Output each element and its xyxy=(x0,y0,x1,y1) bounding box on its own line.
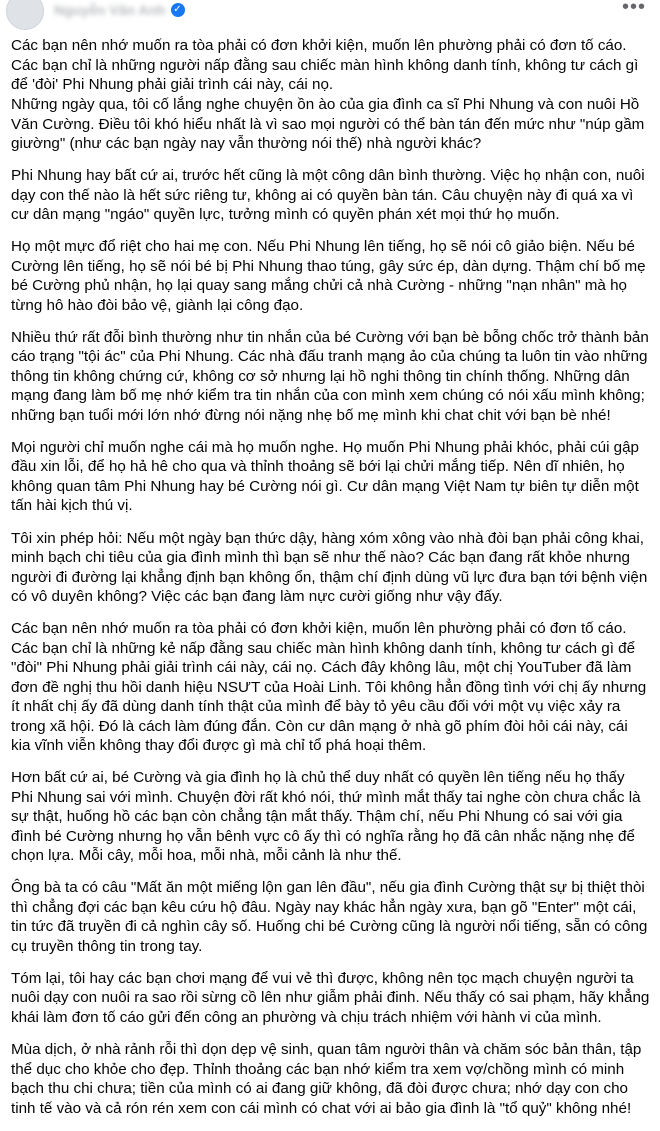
post-paragraph: Ông bà ta có câu "Mất ăn một miếng lộn gan lên đầu", nếu gia đình Cường thật sự bị thiệt thòi thì chẳng đợi các bạn kêu cứu hộ đâu. Ngày nay khác hẳn ngày xưa, bạn gõ "Enter" một cái, tin tức đã truyền đi cả nghìn cây số. Huống chi bé Cường cũng là người nổi tiếng, sẵn có công cụ truyền thông tin trong tay. xyxy=(11,879,648,955)
avatar[interactable] xyxy=(6,0,44,30)
post-paragraph: Tóm lại, tôi hay các bạn chơi mạng để vui vẻ thì được, không nên tọc mạch chuyện người ta nuôi dạy con nuôi ra sao rồi sừng cồ lên như giẫm phải đinh. Nếu thấy có sai phạm, hãy khẳng khái làm đơn tố cáo gửi đến công an phường và chịu trách nhiệm với hành vi của mình. xyxy=(11,969,650,1026)
post-paragraph: Hơn bất cứ ai, bé Cường và gia đình họ là chủ thể duy nhất có quyền lên tiếng nếu họ thấy Phi Nhung sai với mình. Chuyện đời rất khó nói, thứ mình mắt thấy tai nghe còn chưa chắc là sự thật, huống hồ các bạn còn chẳng tận mắt thấy. Thậm chí, nếu Phi Nhung có sai với gia đình bé Cường nhưng họ vẫn bênh vực cô ấy thì có nghĩa rằng họ đã cân nhắc nặng nhẹ để chọn lựa. Mỗi cây, mỗi hoa, mỗi nhà, mỗi cảnh là như thế. xyxy=(11,769,641,865)
post-author[interactable] xyxy=(54,2,185,18)
post-paragraph: Tôi xin phép hỏi: Nếu một ngày bạn thức dậy, hàng xóm xông vào nhà đòi bạn phải công khai, minh bạch chi tiêu của gia đình mình thì bạn sẽ như thế nào? Các bạn đang rất khỏe nhưng người đi đường lại khẳng định bạn không ổn, thậm chí định dùng vũ lực đưa bạn tới bệnh viện có vô duyên không? Việc các bạn đang làm nực cười giống như vậy đấy. xyxy=(11,529,648,606)
post-paragraph: Nhiều thứ rất đỗi bình thường như tin nhắn của bé Cường với bạn bè bỗng chốc trở thành bản cáo trạng "tội ác" của Phi Nhung. Các nhà đấu tranh mạng ảo của chúng ta luôn tin vào những thông tin không chứng cứ, không cơ sở nhưng lại hồ nghi thông tin chính thống. Những dân mạng đang làm bố mẹ nhớ kiểm tra tin nhắn của con mình xem chúng có nói xấu mình không; những bạn tuổi mới lớn nhớ đừng nói nặng nhẹ bố mẹ mình khi chat chit với bạn bè nhé! xyxy=(11,328,649,424)
more-options-icon[interactable]: ••• xyxy=(621,0,646,18)
post-paragraph: Phi Nhung hay bất cứ ai, trước hết cũng là một công dân bình thường. Việc họ nhận con, nuôi dạy con thế nào là hết sức riêng tư, không ai có quyền bàn tán. Câu chuyện này đi quá xa vì cư dân mạng "ngáo" quyền lực, tưởng mình có quyền phán xét mọi thứ họ muốn. xyxy=(11,167,645,224)
post-paragraph: Mọi người chỉ muốn nghe cái mà họ muốn nghe. Họ muốn Phi Nhung phải khóc, phải cúi gập đầu xin lỗi, để họ hả hê cho qua và thỉnh thoảng sẽ bới lại chửi mắng tiếp. Nên dĩ nhiên, họ không quan tâm Phi Nhung hay bé Cường nói gì. Cư dân mạng Việt Nam tự biên tự diễn một tấn hài kịch thú vị. xyxy=(11,438,640,515)
post-body xyxy=(0,36,660,1131)
post-paragraph: Những ngày qua, tôi cố lắng nghe chuyện ồn ào của gia đình ca sĩ Phi Nhung và con nuôi Hồ Văn Cường. Điều tôi khó hiểu nhất là vì sao mọi người có thể bàn tán đến mức như "núp gầm giường" (như các bạn ngày nay vẫn thường nói thế) nhà người khác? xyxy=(11,96,645,153)
post-paragraph: Các bạn nên nhớ muốn ra tòa phải có đơn khởi kiện, muốn lên phường phải có đơn tố cáo. Các bạn chỉ là những người nấp đằng sau chiếc màn hình không danh tính, không tư cách gì để 'đòi' Phi Nhung phải giải trình cái này, cái nọ. xyxy=(11,37,639,93)
verified-badge-icon: ✓ xyxy=(171,3,185,17)
post-header xyxy=(0,0,660,38)
post-paragraph: Họ một mực đổ riệt cho hai mẹ con. Nếu Phi Nhung lên tiếng, họ sẽ nói cô giảo biện. Nếu bé Cường lên tiếng, họ sẽ nói bé bị Phi Nhung thao túng, gây sức ép, dàn dựng. Thậm chí bố mẹ bé Cường phủ nhận, họ lại quay sang mắng chửi cả nhà Cường - những "nạn nhân" mà họ từng hô hào đòi bảo vệ, giành lại công đạo. xyxy=(11,238,646,314)
author-name[interactable]: Nguyễn Văn Anh xyxy=(54,2,166,18)
post-paragraph: Mùa dịch, ở nhà rảnh rỗi thì dọn dẹp vệ sinh, quan tâm người thân và chăm sóc bản thân, tập thể dục cho khỏe cho đẹp. Thỉnh thoảng các bạn nhớ kiểm tra xem vợ/chồng mình có minh bạch thu chi chưa; tiền của mình có ai đang giữ không, đã đòi được chưa; nhớ dạy con cho tinh tế vào và cả rón rén xem con cái mình có chat với ai bảo gia đình là "tổ quỷ" không nhé! xyxy=(11,1041,642,1117)
post-paragraph: Các bạn nên nhớ muốn ra tòa phải có đơn khởi kiện, muốn lên phường phải có đơn tố cáo. Các bạn chỉ là những kẻ nấp đằng sau chiếc màn hình không danh tính, không tư cách gì để "đòi" Phi Nhung phải giải trình cái này, cái nọ. Cách đây không lâu, một chị YouTuber đã làm đơn đề nghị thu hồi danh hiệu NSƯT của Hoài Linh. Tôi không hẳn đồng tình với chị ấy nhưng ít nhất chị ấy đã dùng danh tính thật của mình để bày tỏ yêu cầu đối với một vụ việc xảy ra trong xã hội. Đó là cách làm đúng đắn. Còn cư dân mạng ở nhà gõ phím đòi hỏi cái này, cái kia vĩnh viễn không thay đổi được gì mà chỉ tổ phá hoại thêm. xyxy=(11,620,647,755)
